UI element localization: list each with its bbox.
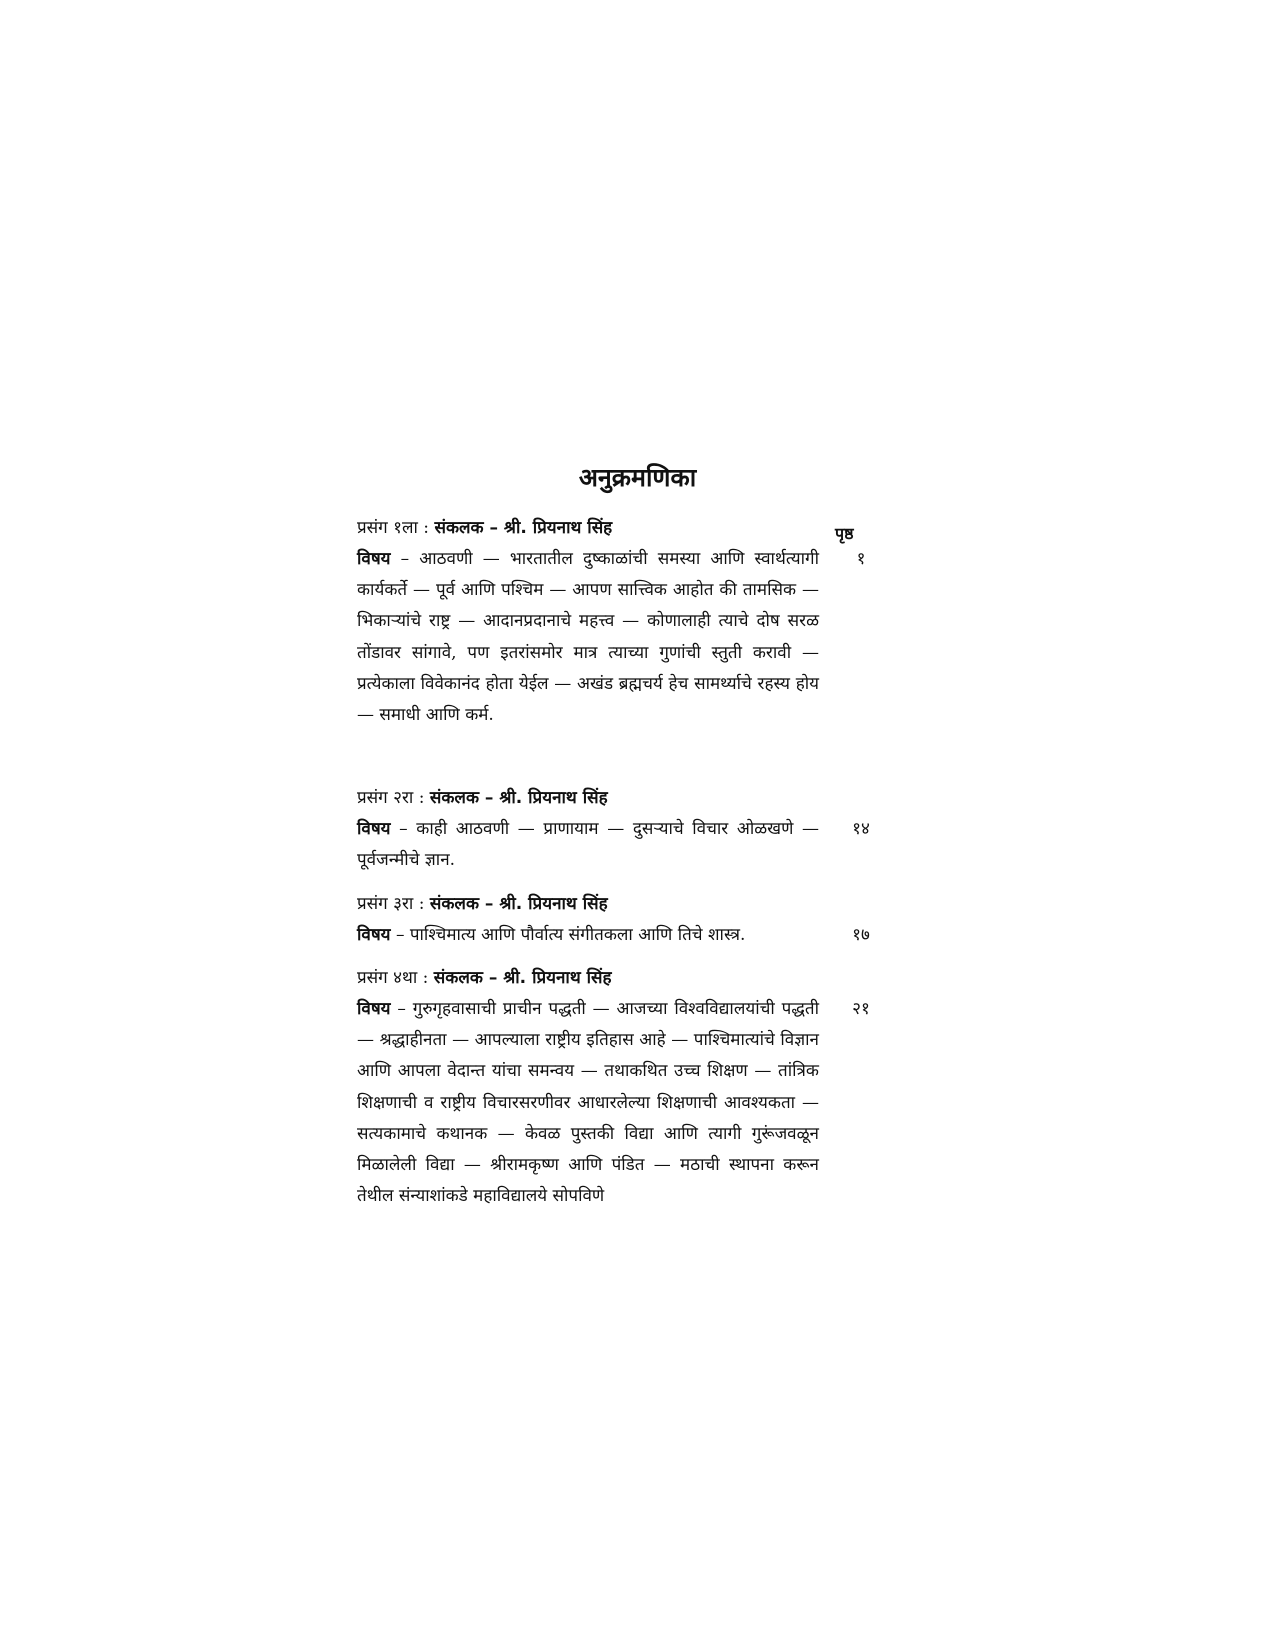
toc-entry	[357, 512, 887, 731]
entry-subject	[357, 994, 819, 1212]
entry-body	[357, 994, 887, 1212]
subject-label: विषय	[357, 925, 391, 945]
entry-heading	[357, 888, 887, 920]
subject-text: – पाश्चिमात्य आणि पौर्वात्य संगीतकला आणि तिचे शास्त्र.	[390, 925, 746, 945]
subject-text: – आठवणी — भारतातील दुष्काळांची समस्या आणि स्वार्थत्यागी कार्यकर्ते — पूर्व आणि पश्चिम — आपण सात्त्विक आहोत की तामसिक — भिकाऱ्यांचे राष्ट्र — आदानप्रदानाचे महत्त्व — कोणालाही त्याचे दोष सरळ तोंडावर सांगावे, पण इतरांसमोर मात्र त्याच्या गुणांची स्तुती करावी — प्रत्येकाला विवेकानंद होता येईल — अखंड ब्रह्मचर्य हेच सामर्थ्याचे रहस्य होय — समाधी आणि कर्म.	[357, 549, 819, 726]
subject-text: – गुरुगृहवासाची प्राचीन पद्धती — आजच्या विश्वविद्यालयांची पद्धती — श्रद्धाहीनता — आपल्याला राष्ट्रीय इतिहास आहे — पाश्चिमात्यांचे विज्ञान आणि आपला वेदान्त यांचा समन्वय — तथाकथित उच्च शिक्षण — तांत्रिक शिक्षणाची व राष्ट्रीय विचारसरणीवर आधारलेल्या शिक्षणाची आवश्यकता — सत्यकामाचे कथानक — केवळ पुस्तकी विद्या आणि त्यागी गुरूंजवळून मिळालेली विद्या — श्रीरामकृष्ण आणि पंडित — मठाची स्थापना करून तेथील संन्याशांकडे महाविद्यालये सोपविणे	[357, 999, 819, 1207]
entry-body	[357, 544, 887, 731]
toc-entry	[357, 888, 887, 951]
entry-page-number: १	[856, 549, 866, 569]
entry-subject	[357, 920, 819, 951]
page-title: अनुक्रमणिका	[578, 463, 697, 492]
entry-page-number: १७	[852, 925, 870, 945]
entry-heading-label: प्रसंग २रा :	[357, 788, 430, 808]
subject-label: विषय	[357, 999, 391, 1019]
entry-heading	[357, 962, 887, 994]
entry-compiler: संकलक – श्री. प्रियनाथ सिंह	[434, 518, 613, 538]
entry-heading	[357, 782, 887, 814]
subject-label: विषय	[357, 819, 391, 839]
toc-entry	[357, 962, 887, 1212]
entry-subject	[357, 814, 819, 876]
entry-heading-label: प्रसंग १ला :	[357, 518, 435, 538]
subject-text: – काही आठवणी — प्राणायाम — दुसऱ्याचे विचार ओळखणे — पूर्वजन्मीचे ज्ञान.	[357, 819, 819, 871]
entry-compiler: संकलक – श्री. प्रियनाथ सिंह	[433, 968, 612, 988]
toc-entry	[357, 782, 887, 876]
entry-page-number: २१	[852, 999, 870, 1019]
entry-heading-label: प्रसंग ३रा :	[357, 894, 430, 914]
entry-heading-label: प्रसंग ४था :	[357, 968, 434, 988]
entry-subject	[357, 544, 819, 731]
entry-compiler: संकलक – श्री. प्रियनाथ सिंह	[429, 788, 608, 808]
subject-label: विषय	[357, 549, 391, 569]
entry-heading	[357, 512, 887, 544]
entry-compiler: संकलक – श्री. प्रियनाथ सिंह	[429, 894, 608, 914]
page-number-column-label: पृष्ठ	[835, 524, 854, 543]
entry-body	[357, 920, 887, 951]
entry-page-number: १४	[852, 819, 870, 839]
entry-body	[357, 814, 887, 876]
